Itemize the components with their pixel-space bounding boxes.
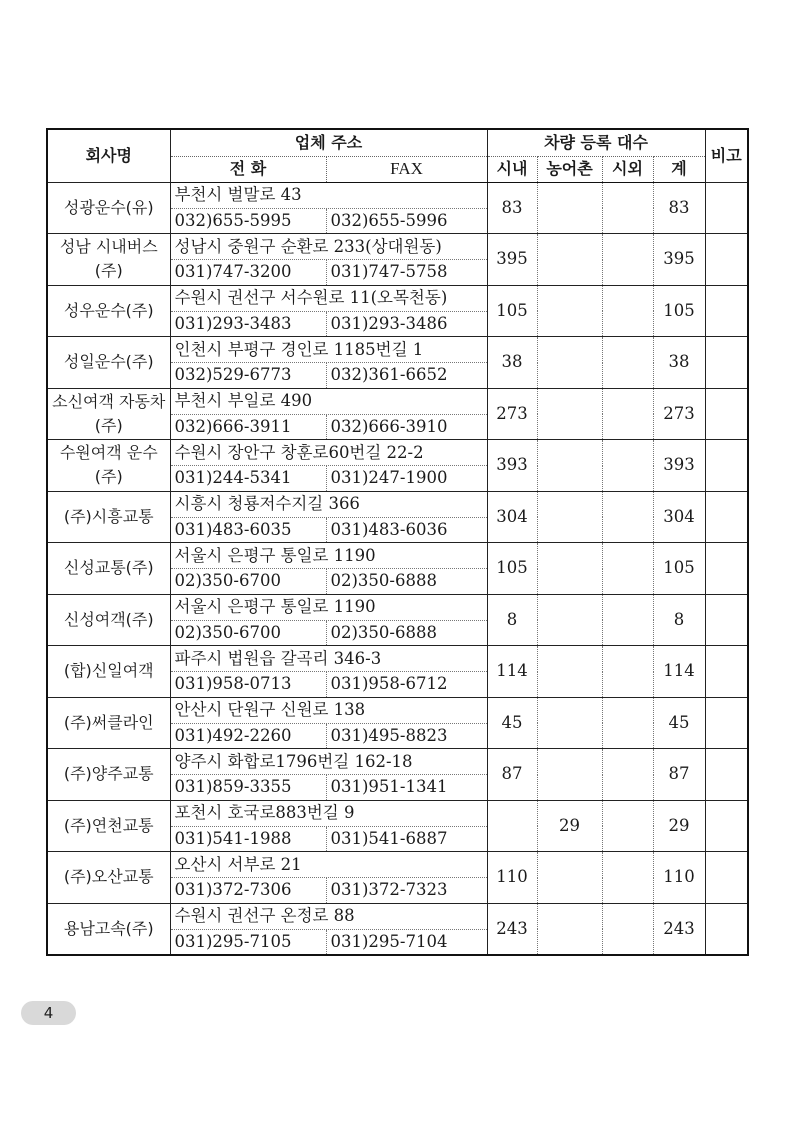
- note-cell: [705, 491, 748, 543]
- note-cell: [705, 388, 748, 440]
- note-cell: [705, 182, 748, 234]
- table-body: [47, 182, 748, 955]
- company-name: (주)양주교통: [47, 749, 170, 801]
- note-cell: [705, 749, 748, 801]
- header-rural: 농어촌: [537, 156, 602, 182]
- fax-number: 031)958-6712: [326, 672, 487, 698]
- company-name: (주)시흥교통: [47, 491, 170, 543]
- company-address: 부천시 부일로 490: [170, 388, 487, 414]
- note-cell: [705, 800, 748, 852]
- page-number: 4: [21, 1001, 76, 1025]
- company-address: 오산시 서부로 21: [170, 852, 487, 878]
- header-total: 계: [653, 156, 705, 182]
- intercity-bus-count: [602, 440, 653, 492]
- total-bus-count: 29: [653, 800, 705, 852]
- header-company: 회사명: [47, 129, 170, 182]
- company-name: 소신여객 자동차(주): [47, 388, 170, 440]
- total-bus-count: 45: [653, 697, 705, 749]
- intercity-bus-count: [602, 491, 653, 543]
- intercity-bus-count: [602, 234, 653, 286]
- city-bus-count: 114: [487, 646, 537, 698]
- table-row: [47, 800, 748, 826]
- city-bus-count: 304: [487, 491, 537, 543]
- company-address: 안산시 단원구 신원로 138: [170, 697, 487, 723]
- total-bus-count: 83: [653, 182, 705, 234]
- phone-number: 031)295-7105: [170, 929, 326, 955]
- rural-bus-count: [537, 543, 602, 595]
- table-row: [47, 697, 748, 723]
- intercity-bus-count: [602, 852, 653, 904]
- total-bus-count: 273: [653, 388, 705, 440]
- table-row: [47, 182, 748, 208]
- rural-bus-count: [537, 182, 602, 234]
- phone-number: 032)666-3911: [170, 414, 326, 440]
- company-name: 성광운수(유): [47, 182, 170, 234]
- phone-number: 031)483-6035: [170, 517, 326, 543]
- company-name: 성우운수(주): [47, 285, 170, 337]
- rural-bus-count: [537, 646, 602, 698]
- phone-number: 031)958-0713: [170, 672, 326, 698]
- total-bus-count: 87: [653, 749, 705, 801]
- city-bus-count: 393: [487, 440, 537, 492]
- fax-number: 031)293-3486: [326, 311, 487, 337]
- phone-number: 031)747-3200: [170, 260, 326, 286]
- company-name: (주)연천교통: [47, 800, 170, 852]
- fax-number: 032)666-3910: [326, 414, 487, 440]
- note-cell: [705, 543, 748, 595]
- table-row: [47, 903, 748, 929]
- city-bus-count: [487, 800, 537, 852]
- note-cell: [705, 852, 748, 904]
- table-row: [47, 285, 748, 311]
- table-row: [47, 337, 748, 363]
- header-phone: 전 화: [170, 156, 326, 182]
- fax-number: 031)247-1900: [326, 466, 487, 492]
- city-bus-count: 243: [487, 903, 537, 955]
- fax-number: 031)747-5758: [326, 260, 487, 286]
- fax-number: 031)483-6036: [326, 517, 487, 543]
- total-bus-count: 110: [653, 852, 705, 904]
- table-row: [47, 440, 748, 466]
- company-address: 부천시 벌말로 43: [170, 182, 487, 208]
- header-city: 시내: [487, 156, 537, 182]
- rural-bus-count: [537, 903, 602, 955]
- intercity-bus-count: [602, 543, 653, 595]
- header-vehicle-group: 차량 등록 대수: [487, 129, 705, 156]
- table-row: [47, 234, 748, 260]
- table-row: [47, 594, 748, 620]
- city-bus-count: 8: [487, 594, 537, 646]
- company-address: 양주시 화합로1796번길 162-18: [170, 749, 487, 775]
- rural-bus-count: [537, 852, 602, 904]
- fax-number: 032)655-5996: [326, 208, 487, 234]
- table-header: [47, 129, 748, 182]
- table-row: [47, 852, 748, 878]
- company-name: 용남고속(주): [47, 903, 170, 955]
- company-name: 신성교통(주): [47, 543, 170, 595]
- fax-number: 031)295-7104: [326, 929, 487, 955]
- city-bus-count: 110: [487, 852, 537, 904]
- note-cell: [705, 697, 748, 749]
- company-name: 성일운수(주): [47, 337, 170, 389]
- city-bus-count: 273: [487, 388, 537, 440]
- table-row: [47, 646, 748, 672]
- company-address: 서울시 은평구 통일로 1190: [170, 594, 487, 620]
- intercity-bus-count: [602, 285, 653, 337]
- company-address: 포천시 호국로883번길 9: [170, 800, 487, 826]
- company-address: 수원시 권선구 온정로 88: [170, 903, 487, 929]
- rural-bus-count: [537, 749, 602, 801]
- total-bus-count: 38: [653, 337, 705, 389]
- intercity-bus-count: [602, 594, 653, 646]
- intercity-bus-count: [602, 903, 653, 955]
- rural-bus-count: [537, 285, 602, 337]
- intercity-bus-count: [602, 697, 653, 749]
- intercity-bus-count: [602, 800, 653, 852]
- city-bus-count: 83: [487, 182, 537, 234]
- note-cell: [705, 903, 748, 955]
- phone-number: 031)293-3483: [170, 311, 326, 337]
- city-bus-count: 87: [487, 749, 537, 801]
- company-name: 수원여객 운수(주): [47, 440, 170, 492]
- company-name: (주)오산교통: [47, 852, 170, 904]
- intercity-bus-count: [602, 646, 653, 698]
- table-row: [47, 749, 748, 775]
- rural-bus-count: [537, 234, 602, 286]
- fax-number: 031)541-6887: [326, 826, 487, 852]
- header-address-group: 업체 주소: [170, 129, 487, 156]
- note-cell: [705, 234, 748, 286]
- fax-number: 031)951-1341: [326, 775, 487, 801]
- header-fax: FAX: [326, 156, 487, 182]
- rural-bus-count: [537, 491, 602, 543]
- phone-number: 031)541-1988: [170, 826, 326, 852]
- company-address: 인천시 부평구 경인로 1185번길 1: [170, 337, 487, 363]
- phone-number: 032)529-6773: [170, 363, 326, 389]
- city-bus-count: 45: [487, 697, 537, 749]
- phone-number: 032)655-5995: [170, 208, 326, 234]
- fax-number: 031)495-8823: [326, 723, 487, 749]
- fax-number: 02)350-6888: [326, 620, 487, 646]
- note-cell: [705, 440, 748, 492]
- city-bus-count: 105: [487, 543, 537, 595]
- company-address: 수원시 장안구 창훈로60번길 22-2: [170, 440, 487, 466]
- total-bus-count: 8: [653, 594, 705, 646]
- total-bus-count: 114: [653, 646, 705, 698]
- header-note: 비고: [705, 129, 748, 182]
- note-cell: [705, 646, 748, 698]
- rural-bus-count: [537, 440, 602, 492]
- fax-number: 031)372-7323: [326, 878, 487, 904]
- total-bus-count: 105: [653, 543, 705, 595]
- note-cell: [705, 337, 748, 389]
- total-bus-count: 393: [653, 440, 705, 492]
- phone-number: 02)350-6700: [170, 620, 326, 646]
- city-bus-count: 105: [487, 285, 537, 337]
- phone-number: 031)244-5341: [170, 466, 326, 492]
- city-bus-count: 38: [487, 337, 537, 389]
- note-cell: [705, 594, 748, 646]
- company-name: 신성여객(주): [47, 594, 170, 646]
- phone-number: 031)492-2260: [170, 723, 326, 749]
- total-bus-count: 243: [653, 903, 705, 955]
- fax-number: 032)361-6652: [326, 363, 487, 389]
- header-intercity: 시외: [602, 156, 653, 182]
- rural-bus-count: [537, 594, 602, 646]
- company-address: 수원시 권선구 서수원로 11(오목천동): [170, 285, 487, 311]
- company-address: 성남시 중원구 순환로 233(상대원동): [170, 234, 487, 260]
- phone-number: 031)859-3355: [170, 775, 326, 801]
- total-bus-count: 304: [653, 491, 705, 543]
- note-cell: [705, 285, 748, 337]
- city-bus-count: 395: [487, 234, 537, 286]
- phone-number: 02)350-6700: [170, 569, 326, 595]
- intercity-bus-count: [602, 182, 653, 234]
- table-row: [47, 388, 748, 414]
- company-name: (주)써클라인: [47, 697, 170, 749]
- intercity-bus-count: [602, 388, 653, 440]
- rural-bus-count: [537, 388, 602, 440]
- rural-bus-count: 29: [537, 800, 602, 852]
- company-address: 서울시 은평구 통일로 1190: [170, 543, 487, 569]
- company-address: 파주시 법원읍 갈곡리 346-3: [170, 646, 487, 672]
- company-name: (합)신일여객: [47, 646, 170, 698]
- rural-bus-count: [537, 337, 602, 389]
- rural-bus-count: [537, 697, 602, 749]
- table-row: [47, 543, 748, 569]
- bus-company-table: [46, 128, 749, 956]
- phone-number: 031)372-7306: [170, 878, 326, 904]
- intercity-bus-count: [602, 337, 653, 389]
- total-bus-count: 395: [653, 234, 705, 286]
- intercity-bus-count: [602, 749, 653, 801]
- total-bus-count: 105: [653, 285, 705, 337]
- company-address: 시흥시 청룡저수지길 366: [170, 491, 487, 517]
- fax-number: 02)350-6888: [326, 569, 487, 595]
- company-name: 성남 시내버스(주): [47, 234, 170, 286]
- table-row: [47, 491, 748, 517]
